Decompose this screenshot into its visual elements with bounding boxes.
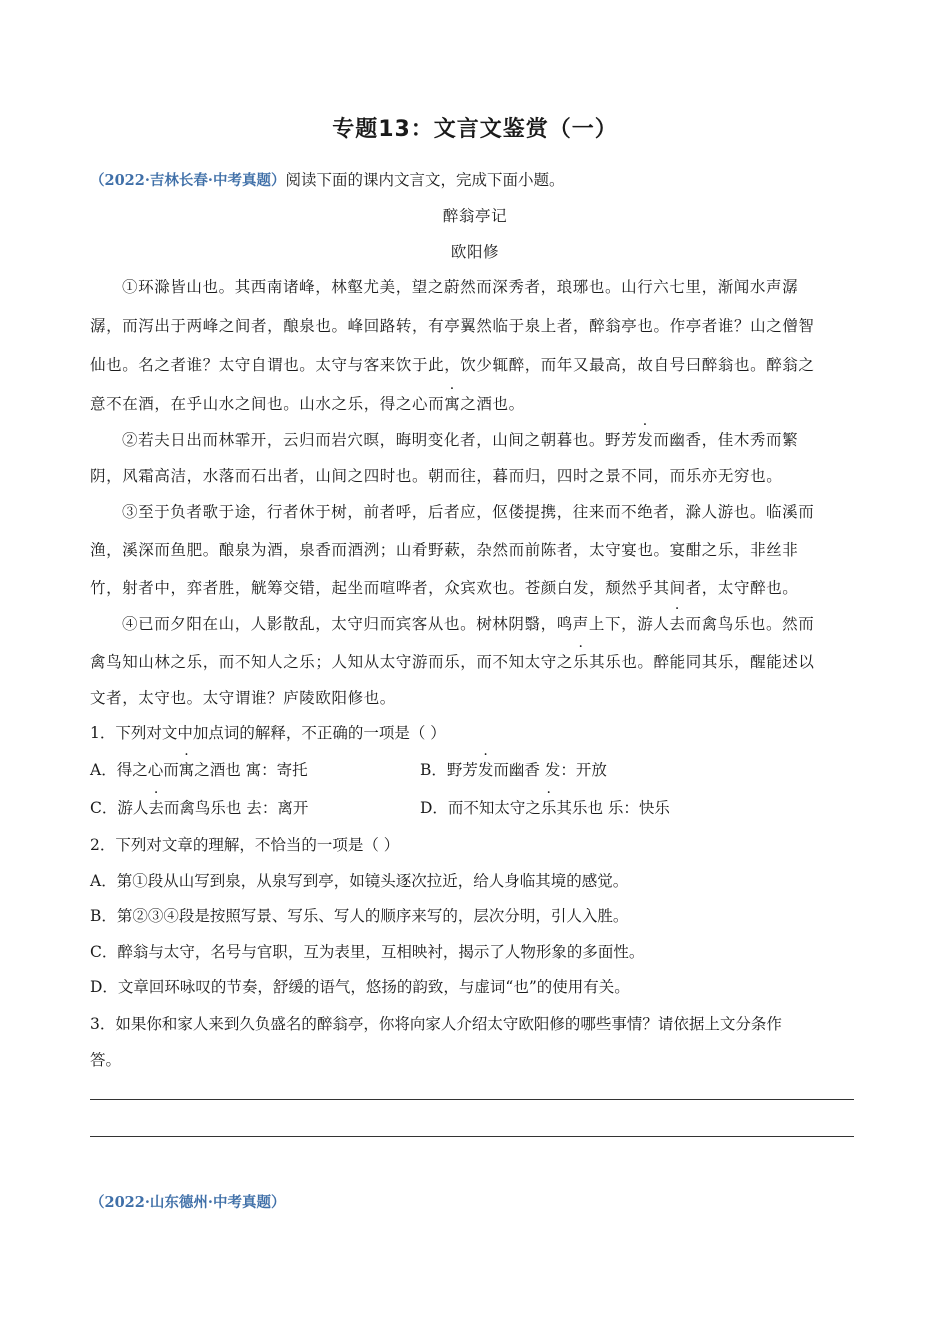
answer-line[interactable] [90,1099,854,1100]
answer-line[interactable] [90,1136,854,1137]
p3-line-3: 竹，射者中，弈者胜，觥筹交错，起坐而喧哗者，众宾欢也。苍颜白发，颓然乎其间者，太守醉也。 [90,579,799,597]
question-1-options-row-2 [90,798,860,818]
emphasis-dot-char: 发 [637,431,654,449]
question-3-stem-line-2: 答。 [90,1051,122,1069]
next-question-intro [90,1192,860,1213]
emphasis-dot-char: 寓 [178,761,195,779]
p4-line-2 [90,652,860,672]
option-text: 而幽香 发：开放 [493,761,607,779]
emphasis-dot-char: 寓 [444,395,461,413]
p1-line-3: 仙也。名之者谁？太守自谓也。太守与客来饮于此，饮少辄醉，而年又最高，故自号曰醉翁也。醉翁之 [90,356,815,374]
question-1-options-row-1 [90,760,860,780]
essay-title: 醉翁亭记 [442,207,508,225]
text-segment: 其乐也。醉能同其乐，醒能述以 [589,653,815,671]
option-text: 而禽鸟乐也 去：离开 [163,799,309,817]
question-2-option-c[interactable]: C．醉翁与太守，名号与官职，互为表里，互相映衬，揭示了人物形象的多面性。 [90,943,645,961]
option-a[interactable] [90,761,308,779]
p1-line-2: 潺，而泻出于两峰之间者，酿泉也。峰回路转，有亭翼然临于泉上者，醉翁亭也。作亭者谁？山之僧智 [90,317,815,335]
question-2-stem: 2．下列对文章的理解，不恰当的一项是（ ） [90,836,400,854]
instruction-text: 阅读下面的课内文言文，完成下面小题。 [285,171,565,189]
p1-line-1: ①环滁皆山也。其西南诸峰，林壑尤美，望之蔚然而深秀者，琅琊也。山行六七里，渐闻水声潺 [122,278,799,296]
text-segment: ②若夫日出而林霏开，云归而岩穴暝，晦明变化者，山间之朝暮也。野芳 [122,431,638,449]
text-segment: 而幽香，佳木秀而繁 [653,431,799,449]
option-d[interactable] [420,798,670,818]
option-text: B．野芳 [420,761,478,779]
emphasis-dot-char: 乐 [540,799,557,817]
text-segment: 而禽鸟乐也。然而 [685,615,815,633]
option-text: 之酒也 寓：寄托 [194,761,308,779]
option-c[interactable] [90,799,308,817]
option-text: C．游人 [90,799,149,817]
p4-line-1 [122,614,860,634]
question-2-option-d[interactable]: D．文章回环咏叹的节奏，舒缓的语气，悠扬的韵致，与虚词“也”的使用有关。 [90,978,630,996]
emphasis-dot-char: 乐 [573,653,590,671]
question-2-option-b[interactable]: B．第②③④段是按照写景、写乐、写人的顺序来写的，层次分明，引人入胜。 [90,907,629,925]
p2-line-2: 阴，风霜高洁，水落而石出者，山间之四时也。朝而往，暮而归，四时之景不同，而乐亦无穷也。 [90,467,783,485]
emphasis-dot-char: 发 [477,761,494,779]
text-segment: 意不在酒，在乎山水之间也。山水之乐，得之心而 [90,395,445,413]
option-text: 其乐也 乐：快乐 [556,799,670,817]
question-1-stem: 1．下列对文中加点词的解释，不正确的一项是（ ） [90,724,446,742]
source-tag: （2022·吉林长春·中考真题） [90,172,286,189]
page-title: 专题13：文言文鉴赏（一） [332,117,618,142]
question-3-stem-line-1: 3．如果你和家人来到久负盛名的醉翁亭，你将向家人介绍太守欧阳修的哪些事情？请依据上文分条作 [90,1015,782,1033]
question-2-option-a[interactable]: A．第①段从山写到泉，从泉写到亭，如镜头逐次拉近，给人身临其境的感觉。 [90,872,629,890]
p2-line-1 [122,430,860,450]
question-intro [90,170,860,191]
text-segment: ④已而夕阳在山，人影散乱，太守归而宾客从也。树林阴翳，鸣声上下，游人 [122,615,670,633]
text-segment: 之酒也。 [460,395,525,413]
source-tag: （2022·山东德州·中考真题） [90,1194,286,1211]
p3-line-2: 渔，溪深而鱼肥。酿泉为酒，泉香而酒洌；山肴野蔌，杂然而前陈者，太守宴也。宴酣之乐，非丝非 [90,541,799,559]
option-b[interactable] [420,760,607,780]
p4-line-3: 文者，太守也。太守谓谁？庐陵欧阳修也。 [90,689,396,707]
essay-author: 欧阳修 [450,243,500,261]
option-text: D．而不知太守之 [420,799,541,817]
text-segment: 禽鸟知山林之乐，而不知人之乐；人知从太守游而乐，而不知太守之 [90,653,574,671]
option-text: A．得之心而 [90,761,179,779]
p1-line-4 [90,394,860,414]
emphasis-dot-char: 去 [148,799,164,817]
emphasis-dot-char: 去 [669,615,686,633]
p3-line-1: ③至于负者歌于途，行者休于树，前者呼，后者应，伛偻提携，往来而不绝者，滁人游也。临溪而 [122,503,815,521]
